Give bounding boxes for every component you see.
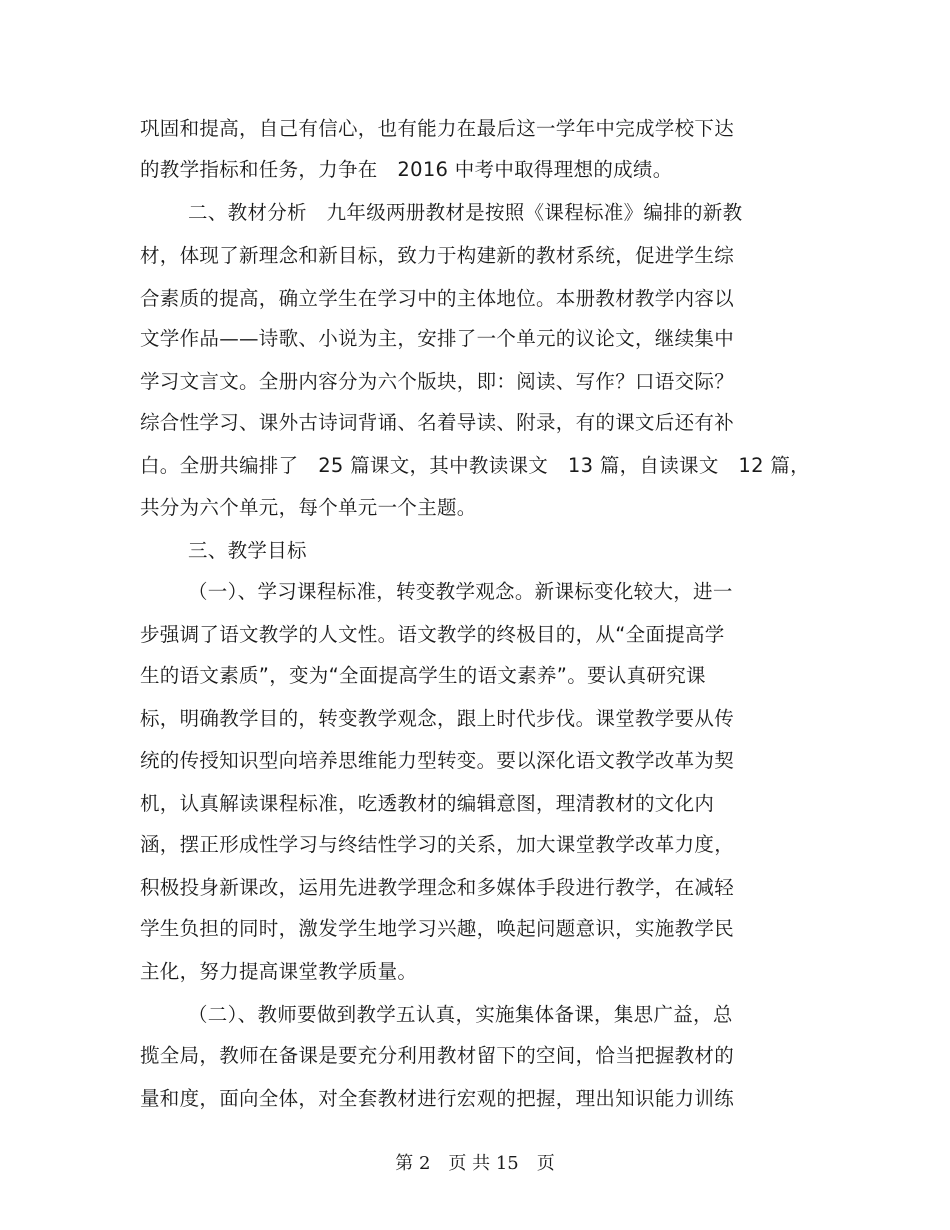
text-line: 二、教材分析 九年级两册教材是按照《课程标准》编排的新教 bbox=[188, 201, 743, 224]
text-line: 学习文言文。全册内容分为六个版块，即：阅读、写作？口语交际？ bbox=[140, 370, 735, 393]
text-line: 主化，努力提高课堂教学质量。 bbox=[140, 960, 418, 983]
text-line: （一）、学习课程标准，转变教学观念。新课标变化较大，进一 bbox=[188, 580, 733, 603]
text-line: 的教学指标和任务，力争在 2016 中考中取得理想的成绩。 bbox=[140, 158, 673, 181]
text-line: 共分为六个单元，每个单元一个主题。 bbox=[140, 496, 477, 519]
text-line: 生的语文素质”，变为“全面提高学生的语文素养”。要认真研究课 bbox=[140, 664, 706, 687]
text-line: 巩固和提高，自己有信心，也有能力在最后这一学年中完成学校下达 bbox=[140, 117, 735, 140]
text-line: 学生负担的同时，激发学生地学习兴趣，唤起问题意识，实施教学民 bbox=[140, 917, 735, 940]
text-line: 文学作品——诗歌、小说为主，安排了一个单元的议论文，继续集中 bbox=[140, 327, 735, 350]
text-line: 材，体现了新理念和新目标，致力于构建新的教材系统，促进学生综 bbox=[140, 244, 735, 267]
text-line: 步强调了语文教学的人文性。语文教学的终极目的，从“全面提高学 bbox=[140, 623, 725, 646]
text-line: 统的传授知识型向培养思维能力型转变。要以深化语文教学改革为契 bbox=[140, 749, 735, 772]
section-heading: 三、教学目标 bbox=[188, 539, 307, 562]
text-line: 积极投身新课改，运用先进教学理念和多媒体手段进行教学，在减轻 bbox=[140, 876, 735, 899]
page-number-footer: 第 2 页 共 15 页 bbox=[395, 1153, 555, 1174]
text-line: 合素质的提高，确立学生在学习中的主体地位。本册教材教学内容以 bbox=[140, 287, 735, 310]
text-line: 揽全局，教师在备课是要充分利用教材留下的空间，恰当把握教材的 bbox=[140, 1044, 735, 1067]
text-line: （二）、教师要做到教学五认真，实施集体备课，集思广益，总 bbox=[188, 1003, 733, 1026]
text-line: 白。全册共编排了 25 篇课文，其中教读课文 13 篇，自读课文 12 篇， bbox=[140, 454, 810, 477]
text-line: 涵，摆正形成性学习与终结性学习的关系，加大课堂教学改革力度， bbox=[140, 833, 735, 856]
text-line: 标，明确教学目的，转变教学观念，跟上时代步伐。课堂教学要从传 bbox=[140, 707, 735, 730]
text-line: 机，认真解读课程标准，吃透教材的编辑意图，理清教材的文化内 bbox=[140, 792, 715, 815]
text-line: 量和度，面向全体，对全套教材进行宏观的把握，理出知识能力训练 bbox=[140, 1087, 735, 1110]
text-line: 综合性学习、课外古诗词背诵、名着导读、附录，有的课文后还有补 bbox=[140, 411, 735, 434]
